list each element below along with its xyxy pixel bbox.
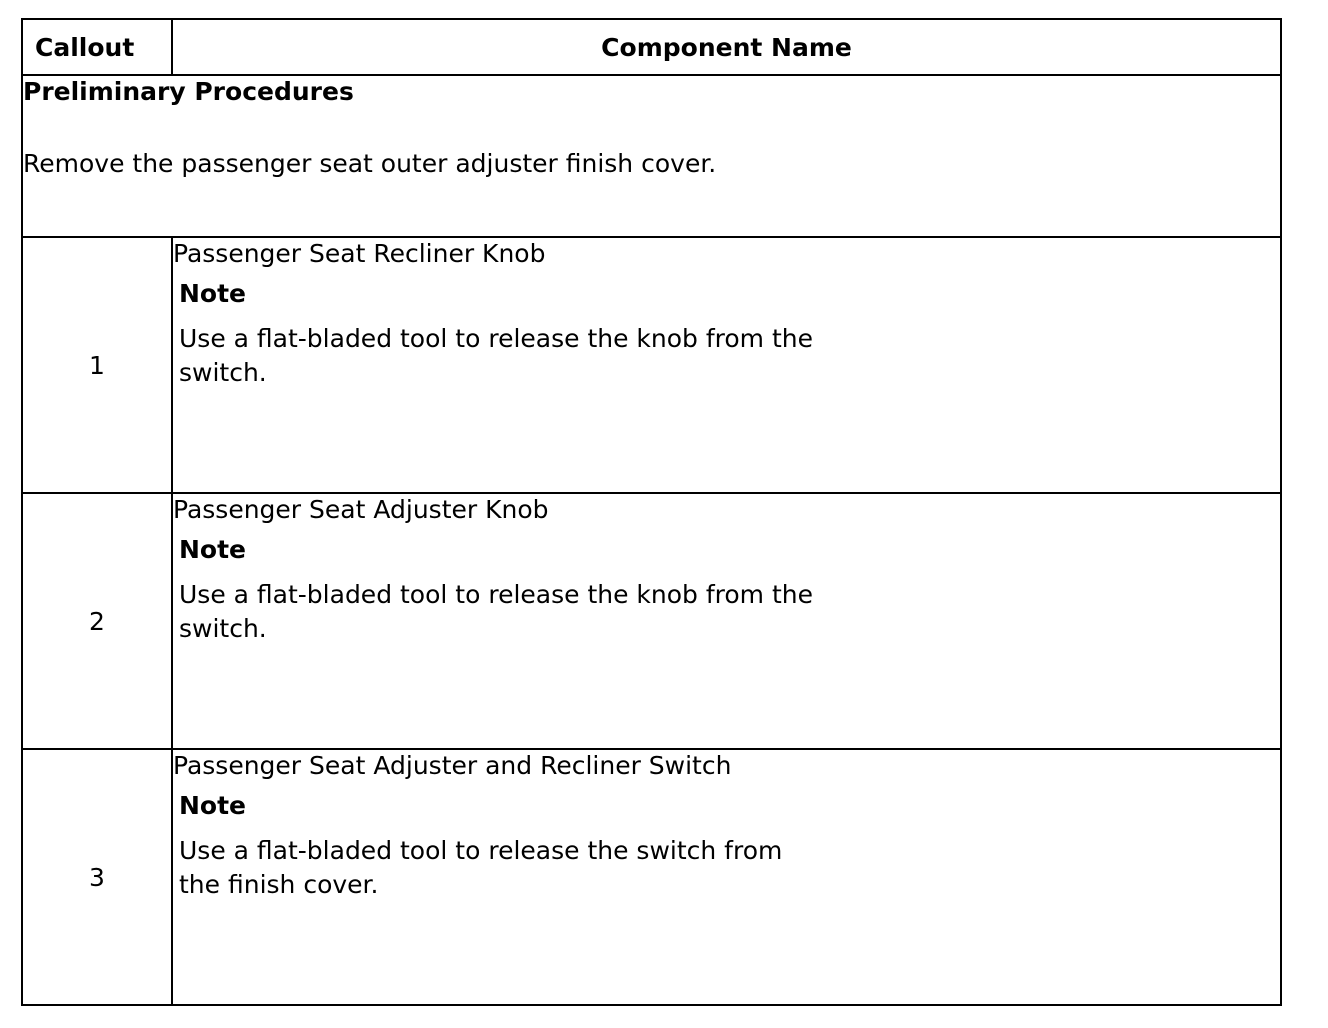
note-text: Use a flat-bladed tool to release the switch from the finish cover. <box>179 836 783 899</box>
callout-column-header: Callout <box>22 19 172 75</box>
callout-number: 2 <box>22 493 172 749</box>
table-row <box>22 749 1281 1005</box>
note-label: Note <box>179 279 247 308</box>
note-text: Use a flat-bladed tool to release the knob from the switch. <box>179 324 814 387</box>
table-row <box>22 237 1281 493</box>
note-text: Use a flat-bladed tool to release the knob from the switch. <box>179 580 814 643</box>
preliminary-procedures-text: Remove the passenger seat outer adjuster finish cover. <box>23 149 717 178</box>
preliminary-procedures-row <box>22 75 1281 237</box>
table-header-row <box>22 19 1281 75</box>
component-name: Passenger Seat Recliner Knob <box>173 239 546 268</box>
preliminary-procedures-cell <box>22 75 1281 237</box>
callout-number: 1 <box>22 237 172 493</box>
note-label: Note <box>179 791 247 820</box>
component-cell <box>172 237 1281 493</box>
component-name: Passenger Seat Adjuster and Recliner Switch <box>173 751 732 780</box>
note-label: Note <box>179 535 247 564</box>
component-table <box>21 18 1282 1006</box>
component-name: Passenger Seat Adjuster Knob <box>173 495 549 524</box>
component-name-column-header: Component Name <box>172 19 1281 75</box>
component-cell <box>172 749 1281 1005</box>
table-row <box>22 493 1281 749</box>
callout-number: 3 <box>22 749 172 1005</box>
preliminary-procedures-title: Preliminary Procedures <box>23 77 354 106</box>
component-cell <box>172 493 1281 749</box>
